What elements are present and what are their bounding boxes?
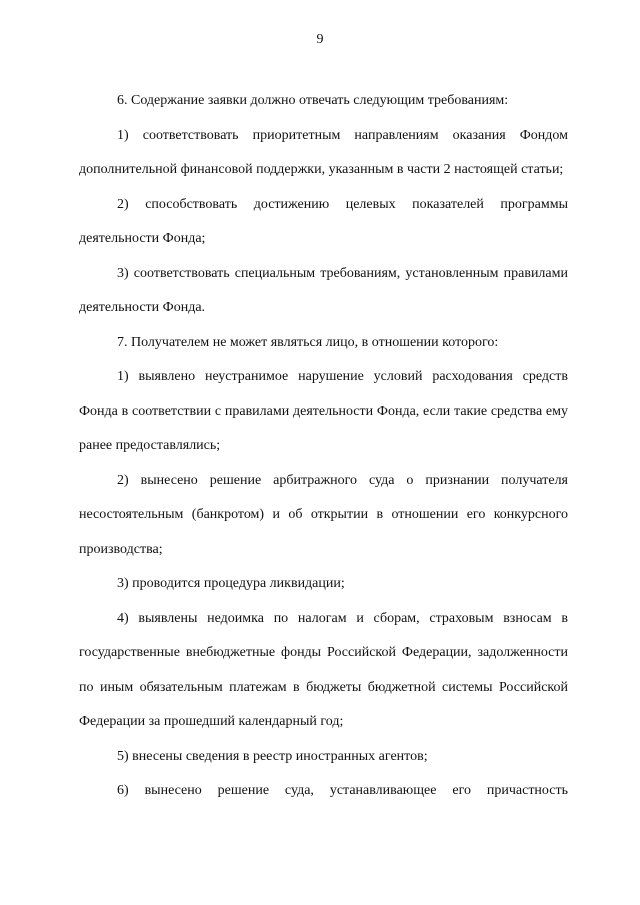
paragraph-6-item-3: 3) соответствовать специальным требованиям, установленным правилами деятельности Фонда. — [79, 265, 568, 315]
paragraph-7-item-1: 1) выявлено неустранимое нарушение условий расходования средств Фонда в соответствии с правилами деятельности Фонда, если такие средства ему ранее предоставлялись; — [79, 369, 568, 453]
paragraph-6-item-1: 1) соответствовать приоритетным направлениям оказания Фондом дополнительной финансовой поддержки, указанным в части 2 настоящей статьи; — [79, 127, 568, 177]
paragraph-7-item-5: 5) внесены сведения в реестр иностранных агентов; — [117, 748, 428, 764]
paragraph-7: 7. Получателем не может являться лицо, в отношении которого: — [117, 334, 499, 350]
document-body — [79, 84, 568, 809]
paragraph-7-item-6: 6) вынесено решение суда, устанавливающее его причастность — [117, 783, 568, 798]
paragraph-7-item-4: 4) выявлены недоимка по налогам и сборам, страховым взносам в государственные внебюджетные фонды Российской Федерации, задолженности по иным обязательным платежам в бюджеты бюджетной системы Российской Федерации за прошедший календарный год; — [79, 610, 568, 729]
paragraph-7-item-3: 3) проводится процедура ликвидации; — [117, 576, 345, 591]
paragraph-6: 6. Содержание заявки должно отвечать следующим требованиям: — [117, 93, 509, 108]
paragraph-7-item-2: 2) вынесено решение арбитражного суда о признании получателя несостоятельным (банкротом) и об открытии в отношении его конкурсного производства; — [79, 472, 568, 557]
paragraph-6-item-2: 2) способствовать достижению целевых показателей программы деятельности Фонда; — [79, 196, 568, 246]
page-number: 9 — [316, 32, 324, 47]
